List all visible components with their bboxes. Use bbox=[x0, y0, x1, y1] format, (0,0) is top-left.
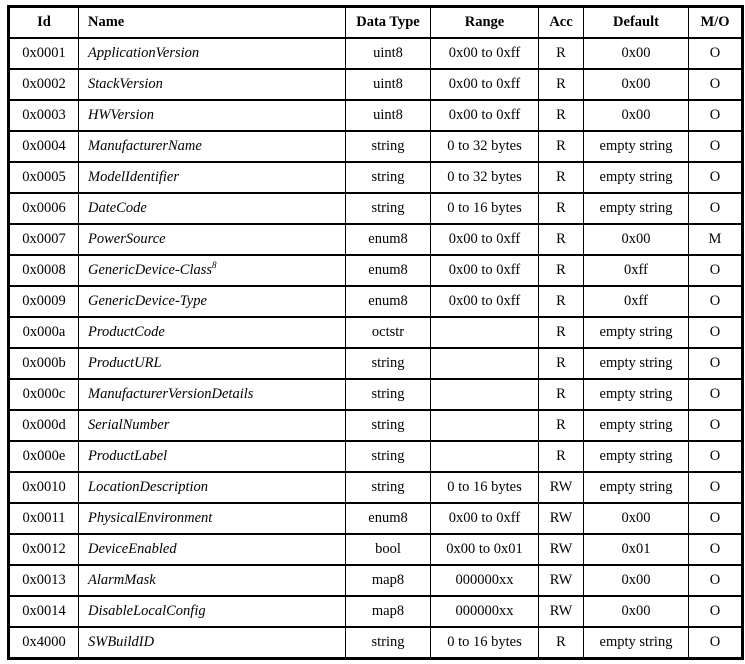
cell-name bbox=[79, 503, 346, 534]
table-row bbox=[9, 627, 743, 659]
header-cell-range: Range bbox=[431, 7, 539, 39]
cell-acc: RW bbox=[539, 534, 584, 565]
cell-range: 0x00 to 0xff bbox=[431, 286, 539, 317]
cell-id: 0x0003 bbox=[9, 100, 79, 131]
table-row bbox=[9, 441, 743, 472]
cell-name bbox=[79, 193, 346, 224]
cell-acc: R bbox=[539, 131, 584, 162]
cell-default: 0x00 bbox=[584, 565, 689, 596]
cell-default: empty string bbox=[584, 379, 689, 410]
cell-acc: R bbox=[539, 38, 584, 69]
cell-acc: R bbox=[539, 410, 584, 441]
cell-data-type: octstr bbox=[346, 317, 431, 348]
cell-mo: O bbox=[689, 193, 743, 224]
cell-id: 0x0012 bbox=[9, 534, 79, 565]
cell-range bbox=[431, 441, 539, 472]
cell-data-type: uint8 bbox=[346, 69, 431, 100]
attribute-name: PhysicalEnvironment bbox=[88, 510, 213, 526]
cell-acc: R bbox=[539, 100, 584, 131]
cell-range: 0x00 to 0xff bbox=[431, 38, 539, 69]
attribute-name: AlarmMask bbox=[88, 572, 156, 588]
cell-default: empty string bbox=[584, 441, 689, 472]
cell-data-type: uint8 bbox=[346, 38, 431, 69]
table-row bbox=[9, 224, 743, 255]
cell-id: 0x000b bbox=[9, 348, 79, 379]
cell-data-type: map8 bbox=[346, 565, 431, 596]
cell-id: 0x0010 bbox=[9, 472, 79, 503]
cell-id: 0x0006 bbox=[9, 193, 79, 224]
table-row bbox=[9, 317, 743, 348]
cell-mo: O bbox=[689, 472, 743, 503]
cell-default: empty string bbox=[584, 317, 689, 348]
cell-id: 0x0009 bbox=[9, 286, 79, 317]
cell-mo: O bbox=[689, 100, 743, 131]
cell-default: empty string bbox=[584, 131, 689, 162]
attribute-name: SerialNumber bbox=[88, 417, 170, 433]
cell-name bbox=[79, 627, 346, 659]
cell-mo: O bbox=[689, 379, 743, 410]
cell-mo: O bbox=[689, 410, 743, 441]
attribute-name: HWVersion bbox=[88, 107, 155, 123]
cell-range: 0 to 32 bytes bbox=[431, 162, 539, 193]
cell-data-type: enum8 bbox=[346, 224, 431, 255]
cell-data-type: string bbox=[346, 441, 431, 472]
cell-id: 0x000c bbox=[9, 379, 79, 410]
table-row bbox=[9, 286, 743, 317]
cell-default: empty string bbox=[584, 627, 689, 659]
cell-name bbox=[79, 534, 346, 565]
cell-id: 0x0004 bbox=[9, 131, 79, 162]
cell-range: 0 to 16 bytes bbox=[431, 472, 539, 503]
cell-acc: R bbox=[539, 162, 584, 193]
cell-data-type: enum8 bbox=[346, 255, 431, 286]
table-row bbox=[9, 193, 743, 224]
cell-range: 0x00 to 0xff bbox=[431, 69, 539, 100]
cell-acc: R bbox=[539, 441, 584, 472]
cell-default: 0xff bbox=[584, 286, 689, 317]
cell-default: 0x00 bbox=[584, 503, 689, 534]
cell-range: 0x00 to 0xff bbox=[431, 100, 539, 131]
attribute-name: DisableLocalConfig bbox=[88, 603, 206, 619]
cell-default: empty string bbox=[584, 193, 689, 224]
cell-name bbox=[79, 69, 346, 100]
cell-name bbox=[79, 596, 346, 627]
attribute-name: ProductCode bbox=[88, 324, 165, 340]
cell-name bbox=[79, 410, 346, 441]
cell-data-type: string bbox=[346, 162, 431, 193]
cell-range: 0 to 32 bytes bbox=[431, 131, 539, 162]
table-row bbox=[9, 348, 743, 379]
cell-name bbox=[79, 317, 346, 348]
cell-acc: R bbox=[539, 317, 584, 348]
cell-range bbox=[431, 379, 539, 410]
cell-name bbox=[79, 224, 346, 255]
table-header bbox=[9, 7, 743, 39]
cell-mo: M bbox=[689, 224, 743, 255]
cell-mo: O bbox=[689, 534, 743, 565]
attributes-table bbox=[7, 5, 744, 660]
cell-id: 0x0002 bbox=[9, 69, 79, 100]
cell-id: 0x0014 bbox=[9, 596, 79, 627]
cell-data-type: map8 bbox=[346, 596, 431, 627]
cell-acc: R bbox=[539, 286, 584, 317]
cell-range bbox=[431, 348, 539, 379]
cell-default: 0x00 bbox=[584, 224, 689, 255]
cell-mo: O bbox=[689, 69, 743, 100]
cell-data-type: bool bbox=[346, 534, 431, 565]
cell-id: 0x000e bbox=[9, 441, 79, 472]
header-cell-data-type: Data Type bbox=[346, 7, 431, 39]
cell-id: 0x0013 bbox=[9, 565, 79, 596]
cell-default: 0x00 bbox=[584, 596, 689, 627]
cell-id: 0x0007 bbox=[9, 224, 79, 255]
cell-name bbox=[79, 255, 346, 286]
table-row bbox=[9, 410, 743, 441]
cell-mo: O bbox=[689, 38, 743, 69]
header-cell-name: Name bbox=[79, 7, 346, 39]
cell-acc: R bbox=[539, 69, 584, 100]
cell-acc: RW bbox=[539, 565, 584, 596]
cell-acc: RW bbox=[539, 596, 584, 627]
attribute-name: ModelIdentifier bbox=[88, 169, 180, 185]
cell-range: 0x00 to 0xff bbox=[431, 255, 539, 286]
cell-default: 0x00 bbox=[584, 38, 689, 69]
cell-acc: RW bbox=[539, 472, 584, 503]
cell-id: 0x0005 bbox=[9, 162, 79, 193]
attribute-name: PowerSource bbox=[88, 231, 166, 247]
attribute-name: ProductURL bbox=[88, 355, 162, 371]
cell-data-type: string bbox=[346, 348, 431, 379]
cell-mo: O bbox=[689, 565, 743, 596]
cell-data-type: enum8 bbox=[346, 503, 431, 534]
cell-range: 0x00 to 0x01 bbox=[431, 534, 539, 565]
cell-name bbox=[79, 472, 346, 503]
cell-default: 0xff bbox=[584, 255, 689, 286]
cell-acc: R bbox=[539, 193, 584, 224]
cell-data-type: string bbox=[346, 627, 431, 659]
attribute-name: ManufacturerName bbox=[88, 138, 202, 154]
table-row bbox=[9, 100, 743, 131]
table-row bbox=[9, 503, 743, 534]
cell-mo: O bbox=[689, 596, 743, 627]
attribute-table-body bbox=[9, 38, 743, 659]
cell-range: 000000xx bbox=[431, 565, 539, 596]
cell-mo: O bbox=[689, 255, 743, 286]
cell-range: 0x00 to 0xff bbox=[431, 503, 539, 534]
cell-default: empty string bbox=[584, 348, 689, 379]
table-row bbox=[9, 162, 743, 193]
cell-id: 0x000a bbox=[9, 317, 79, 348]
cell-default: empty string bbox=[584, 410, 689, 441]
table-row bbox=[9, 472, 743, 503]
cell-mo: O bbox=[689, 503, 743, 534]
cell-range: 0 to 16 bytes bbox=[431, 193, 539, 224]
cell-acc: R bbox=[539, 255, 584, 286]
attribute-name: LocationDescription bbox=[88, 479, 209, 495]
cell-data-type: string bbox=[346, 410, 431, 441]
table-row bbox=[9, 565, 743, 596]
header-row bbox=[9, 7, 743, 39]
header-cell-default: Default bbox=[584, 7, 689, 39]
cell-acc: R bbox=[539, 627, 584, 659]
cell-default: empty string bbox=[584, 162, 689, 193]
cell-data-type: string bbox=[346, 379, 431, 410]
attribute-name: ProductLabel bbox=[88, 448, 168, 464]
cell-name bbox=[79, 565, 346, 596]
table-row bbox=[9, 38, 743, 69]
cell-data-type: uint8 bbox=[346, 100, 431, 131]
attribute-name: GenericDevice-Type bbox=[88, 293, 207, 309]
cell-range bbox=[431, 410, 539, 441]
cell-mo: O bbox=[689, 131, 743, 162]
table-row bbox=[9, 379, 743, 410]
cell-data-type: string bbox=[346, 472, 431, 503]
header-cell-id: Id bbox=[9, 7, 79, 39]
cell-acc: R bbox=[539, 379, 584, 410]
cell-name bbox=[79, 286, 346, 317]
cell-id: 0x4000 bbox=[9, 627, 79, 659]
attribute-name: GenericDevice-Class bbox=[88, 262, 213, 278]
cell-id: 0x0011 bbox=[9, 503, 79, 534]
cell-acc: RW bbox=[539, 503, 584, 534]
attribute-name: ManufacturerVersionDetails bbox=[88, 386, 254, 402]
table-row bbox=[9, 534, 743, 565]
attribute-name: SWBuildID bbox=[88, 634, 155, 650]
cell-acc: R bbox=[539, 348, 584, 379]
cell-name bbox=[79, 441, 346, 472]
attribute-name: DateCode bbox=[88, 200, 147, 216]
attribute-name: DeviceEnabled bbox=[88, 541, 177, 557]
cell-data-type: enum8 bbox=[346, 286, 431, 317]
cell-range: 0 to 16 bytes bbox=[431, 627, 539, 659]
cell-id: 0x000d bbox=[9, 410, 79, 441]
attribute-name: ApplicationVersion bbox=[88, 45, 200, 61]
cell-range bbox=[431, 317, 539, 348]
cell-name bbox=[79, 348, 346, 379]
cell-name bbox=[79, 162, 346, 193]
cell-mo: O bbox=[689, 627, 743, 659]
cell-range: 000000xx bbox=[431, 596, 539, 627]
cell-default: 0x00 bbox=[584, 100, 689, 131]
table-row bbox=[9, 255, 743, 286]
cell-default: 0x00 bbox=[584, 69, 689, 100]
cell-name bbox=[79, 131, 346, 162]
table-row bbox=[9, 596, 743, 627]
cell-mo: O bbox=[689, 348, 743, 379]
table-row bbox=[9, 69, 743, 100]
cell-id: 0x0008 bbox=[9, 255, 79, 286]
cell-mo: O bbox=[689, 286, 743, 317]
cell-name bbox=[79, 100, 346, 131]
footnote-marker: 8 bbox=[212, 260, 217, 271]
cell-acc: R bbox=[539, 224, 584, 255]
cell-id: 0x0001 bbox=[9, 38, 79, 69]
cell-default: empty string bbox=[584, 472, 689, 503]
cell-default: 0x01 bbox=[584, 534, 689, 565]
attribute-name: StackVersion bbox=[88, 76, 163, 92]
table-row bbox=[9, 131, 743, 162]
cell-mo: O bbox=[689, 317, 743, 348]
cell-name bbox=[79, 38, 346, 69]
header-cell-acc: Acc bbox=[539, 7, 584, 39]
cell-name bbox=[79, 379, 346, 410]
cell-data-type: string bbox=[346, 193, 431, 224]
cell-data-type: string bbox=[346, 131, 431, 162]
cell-mo: O bbox=[689, 441, 743, 472]
header-cell-mo: M/O bbox=[689, 7, 743, 39]
cell-mo: O bbox=[689, 162, 743, 193]
cell-range: 0x00 to 0xff bbox=[431, 224, 539, 255]
